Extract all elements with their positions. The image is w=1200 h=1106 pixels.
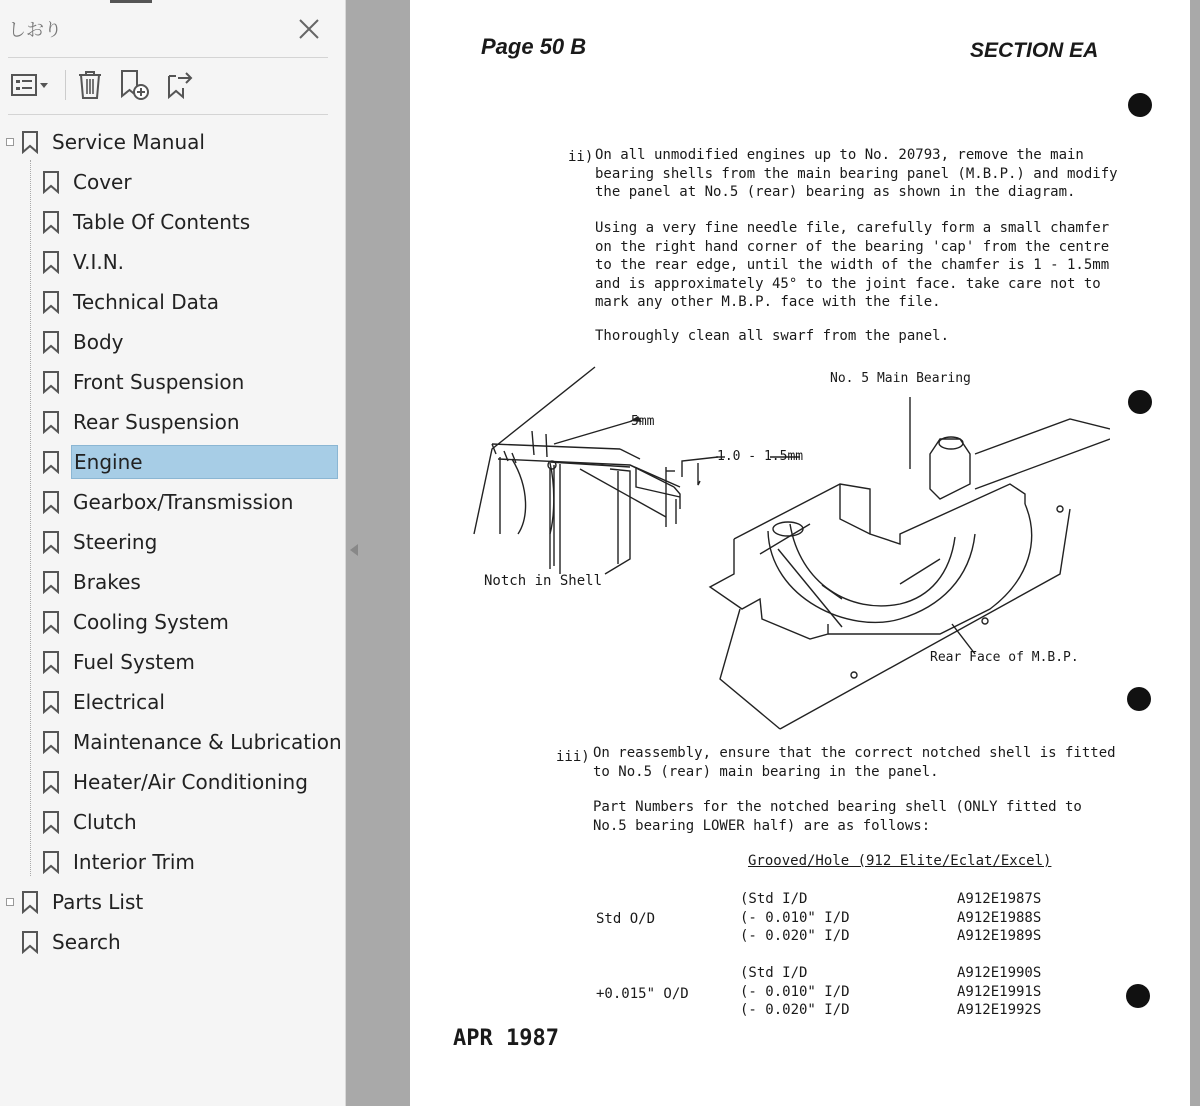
bearing-diagram <box>470 359 1110 739</box>
close-icon <box>296 16 322 42</box>
bookmark-label: Clutch <box>73 810 137 834</box>
part-number: A912E1988S <box>957 909 1042 926</box>
text-line: bearing shells from the main bearing panel (M.B.P.) and modify <box>595 165 1118 182</box>
bookmark-icon <box>41 290 61 314</box>
diagram-label-chamfer: 1.0 - 1.5mm <box>717 449 804 464</box>
panel-title: しおり <box>8 20 62 41</box>
text-line: On reassembly, ensure that the correct notched shell is fitted <box>593 745 1116 761</box>
options-menu-icon <box>9 71 51 99</box>
bookmark-label: Service Manual <box>52 130 205 154</box>
bookmark-cooling-system[interactable] <box>41 602 231 642</box>
bookmark-label: Parts List <box>52 890 144 914</box>
bookmark-label: Technical Data <box>73 290 219 314</box>
close-panel-button[interactable] <box>296 16 322 42</box>
page-date: APR 1987 <box>453 1026 559 1051</box>
export-bookmark-button[interactable] <box>160 68 196 102</box>
bookmark-label: Cooling System <box>73 610 229 634</box>
text-line: mark any other M.B.P. face with the file. <box>595 294 941 310</box>
diagram-label-rear-face: Rear Face of M.B.P. <box>930 650 1079 665</box>
bookmark-maintenance-lubrication[interactable] <box>41 722 344 762</box>
bookmark-label: Brakes <box>73 570 141 594</box>
bookmark-icon <box>41 850 61 874</box>
bookmark-label: Gearbox/Transmission <box>73 490 294 514</box>
bookmark-icon <box>41 410 61 434</box>
bookmark-label: Steering <box>73 530 158 554</box>
bookmark-label: Body <box>73 330 124 354</box>
part-number: A912E1992S <box>957 1002 1042 1018</box>
od-label: +0.015" O/D <box>596 986 689 1002</box>
para-file-text <box>595 219 1109 312</box>
para-parts-text <box>593 798 1082 835</box>
bookmark-icon <box>41 490 61 514</box>
text-line: on the right hand corner of the bearing 'cap' from the centre <box>595 238 1110 255</box>
divider <box>8 57 328 58</box>
bookmark-icon <box>20 130 40 154</box>
part-number-list <box>957 964 1041 1020</box>
bookmark-heater-air-conditioning[interactable] <box>41 762 310 802</box>
bookmark-label: Engine <box>71 445 338 479</box>
bookmark-table-of-contents[interactable] <box>41 202 252 242</box>
bookmark-icon <box>41 330 61 354</box>
tree-guide-line <box>30 160 31 876</box>
bookmark-clutch[interactable] <box>41 802 139 842</box>
para-clean-text: Thoroughly clean all swarf from the panel. <box>595 328 950 344</box>
part-number: A912E1990S <box>957 965 1042 981</box>
part-number: A912E1989S <box>957 928 1042 944</box>
bookmark-icon <box>41 370 61 394</box>
bookmark-service-manual[interactable] <box>20 122 207 162</box>
divider <box>8 114 328 115</box>
collapse-service-manual-toggle[interactable] <box>6 138 14 146</box>
expand-parts-list-toggle[interactable] <box>6 898 14 906</box>
bookmark-icon <box>41 810 61 834</box>
bookmark-rear-suspension[interactable] <box>41 402 242 442</box>
para-ii-text <box>595 146 1118 202</box>
diagram-label-notch: Notch in Shell <box>484 573 603 589</box>
text-line: On all unmodified engines up to No. 20793, remove the main <box>595 147 1084 163</box>
bookmark-icon <box>41 730 61 754</box>
id-list <box>740 964 850 1020</box>
binder-hole <box>1128 390 1152 414</box>
diagram-label-5mm: 5mm <box>631 414 655 429</box>
bookmark-label: Search <box>52 930 121 954</box>
export-bookmark-icon <box>161 68 195 102</box>
id-list <box>740 890 850 946</box>
bookmark-icon <box>41 250 61 274</box>
bookmark-icon <box>41 210 61 234</box>
para-marker: ii) <box>568 149 594 165</box>
bookmark-body[interactable] <box>41 322 126 362</box>
id-value: (- 0.010" I/D <box>740 983 850 1000</box>
scroll-indicator <box>110 0 152 3</box>
od-label: Std O/D <box>596 911 656 927</box>
id-value: (- 0.010" I/D <box>740 909 850 926</box>
bookmark-icon <box>41 570 61 594</box>
bookmark-icon <box>41 690 61 714</box>
diagram-label-main-bearing: No. 5 Main Bearing <box>830 371 971 386</box>
table-heading: Grooved/Hole (912 Elite/Eclat/Excel) <box>748 853 1052 869</box>
id-value: (Std I/D <box>740 965 808 981</box>
bookmark-icon <box>20 890 40 914</box>
bookmark-label: Maintenance & Lubrication <box>73 730 342 754</box>
binder-hole <box>1127 687 1151 711</box>
bookmark-icon <box>41 770 61 794</box>
bookmark-label: Cover <box>73 170 132 194</box>
text-line: the panel at No.5 (rear) bearing as shown in the diagram. <box>595 184 1076 200</box>
para-marker: iii) <box>556 749 590 765</box>
collapse-sidebar-arrow-icon[interactable] <box>350 544 358 556</box>
bookmark-label: Interior Trim <box>73 850 195 874</box>
text-line: Part Numbers for the notched bearing shell (ONLY fitted to <box>593 799 1082 815</box>
bookmark-label: Electrical <box>73 690 165 714</box>
bookmark-parts-list[interactable] <box>20 882 145 922</box>
bookmark-fuel-system[interactable] <box>41 642 197 682</box>
bookmark-steering[interactable] <box>41 522 159 562</box>
bookmark-label: Heater/Air Conditioning <box>73 770 308 794</box>
bookmark-label: Fuel System <box>73 650 195 674</box>
text-line: Using a very fine needle file, carefully form a small chamfer <box>595 220 1110 236</box>
id-value: (- 0.020" I/D <box>740 928 850 944</box>
bookmark-gearbox-transmission[interactable] <box>41 482 295 522</box>
text-line: to No.5 (rear) main bearing in the panel. <box>593 763 939 780</box>
page-label: Page 50 B <box>481 34 587 59</box>
bookmark-electrical[interactable] <box>41 682 167 722</box>
bookmark-icon <box>20 930 40 954</box>
text-line: No.5 bearing LOWER half) are as follows: <box>593 817 931 834</box>
add-bookmark-button[interactable] <box>116 68 152 102</box>
bookmark-label: V.I.N. <box>73 250 125 274</box>
part-number: A912E1987S <box>957 891 1042 907</box>
delete-icon <box>76 69 104 101</box>
bookmark-brakes[interactable] <box>41 562 143 602</box>
binder-hole <box>1128 93 1152 117</box>
id-value: (Std I/D <box>740 891 808 907</box>
document-page <box>410 4 1188 1102</box>
bookmark-icon <box>41 170 61 194</box>
bookmark-vin[interactable] <box>41 242 126 282</box>
bookmark-engine[interactable] <box>41 442 338 482</box>
add-bookmark-icon <box>117 68 151 102</box>
text-line: to the rear edge, until the width of the chamfer is 1 - 1.5mm <box>595 257 1110 273</box>
toolbar-divider <box>65 70 66 100</box>
bookmarks-panel <box>0 0 346 1106</box>
bookmark-icon <box>41 530 61 554</box>
id-value: (- 0.020" I/D <box>740 1002 850 1018</box>
bookmark-front-suspension[interactable] <box>41 362 246 402</box>
bookmark-label: Table Of Contents <box>73 210 251 234</box>
part-number: A912E1991S <box>957 983 1042 1000</box>
options-menu-button[interactable] <box>8 68 52 102</box>
bookmark-search[interactable] <box>20 922 123 962</box>
bookmark-icon <box>41 610 61 634</box>
para-iii-text <box>593 744 1116 781</box>
section-label: SECTION EA <box>970 39 1099 62</box>
delete-bookmark-button[interactable] <box>74 68 106 102</box>
bookmark-label: Rear Suspension <box>73 410 240 434</box>
binder-hole <box>1126 984 1150 1008</box>
bookmark-icon <box>41 450 61 474</box>
bookmark-interior-trim[interactable] <box>41 842 197 882</box>
viewer-background <box>1190 0 1200 1106</box>
text-line: and is approximately 45° to the joint face. take care not to <box>595 275 1101 292</box>
bookmark-label: Front Suspension <box>73 370 245 394</box>
bookmark-icon <box>41 650 61 674</box>
part-number-list <box>957 890 1041 946</box>
bookmark-technical-data[interactable] <box>41 282 221 322</box>
bookmark-cover[interactable] <box>41 162 134 202</box>
